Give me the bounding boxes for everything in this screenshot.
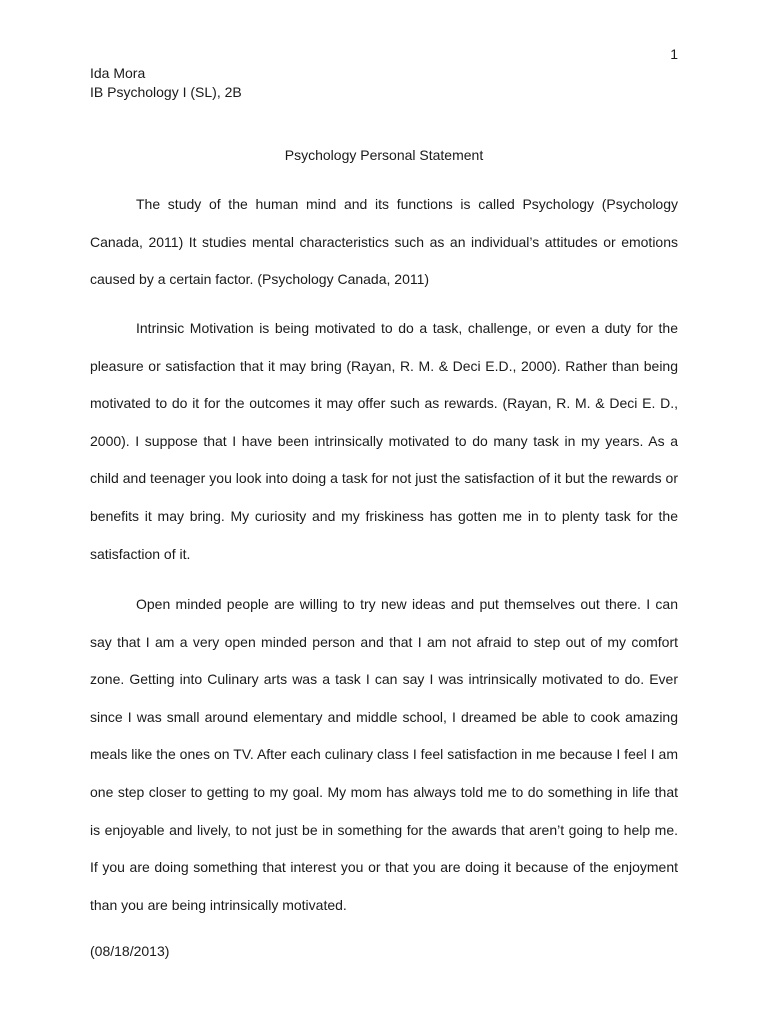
document-date: (08/18/2013) bbox=[90, 943, 170, 959]
document-title: Psychology Personal Statement bbox=[284, 147, 484, 163]
document-header bbox=[90, 64, 242, 102]
course-name: IB Psychology I (SL), 2B bbox=[90, 84, 242, 100]
paragraph-2 bbox=[90, 310, 678, 573]
paragraph-text: Intrinsic Motivation is being motivated to do a task, challenge, or even a duty for the pleasure or satisfaction that it may bring (Rayan, R. M. & Deci E.D., 2000). Rather than being motivated to do it for the outcomes it may offer such as rewards. (Rayan, R. M. & Deci E. D., 2000). I suppose that I have been intrinsically motivated to do many task in my years. As a child and teenager you look into doing a task for not just the satisfaction of it but the rewards or benefits it may bring. My curiosity and my friskiness has gotten me in to plenty task for the satisfaction of it. bbox=[90, 320, 678, 562]
paragraph-text: Open minded people are willing to try new ideas and put themselves out there. I can say that I am a very open minded person and that I am not afraid to step out of my comfort zone. Getting into Culinary arts was a task I can say I was intrinsically motivated to do. Ever since I was small around elementary and middle school, I dreamed be able to cook amazing meals like the ones on TV. After each culinary class I feel satisfaction in me because I feel I am one step closer to getting to my goal. My mom has always told me to do something in life that is enjoyable and lively, to not just be in something for the awards that aren’t going to help me. If you are doing something that interest you or that you are doing it because of the enjoyment than you are being intrinsically motivated. bbox=[90, 596, 678, 913]
paragraph-text: The study of the human mind and its functions is called Psychology (Psychology Canada, 2011) It studies mental characteristics such as an individual’s attitudes or emotions caused by a certain factor. (Psychology Canada, 2011) bbox=[90, 196, 678, 288]
paragraph-1 bbox=[90, 186, 678, 299]
paragraph-3 bbox=[90, 586, 678, 924]
page-number: 1 bbox=[670, 46, 678, 62]
author-name: Ida Mora bbox=[90, 65, 146, 81]
